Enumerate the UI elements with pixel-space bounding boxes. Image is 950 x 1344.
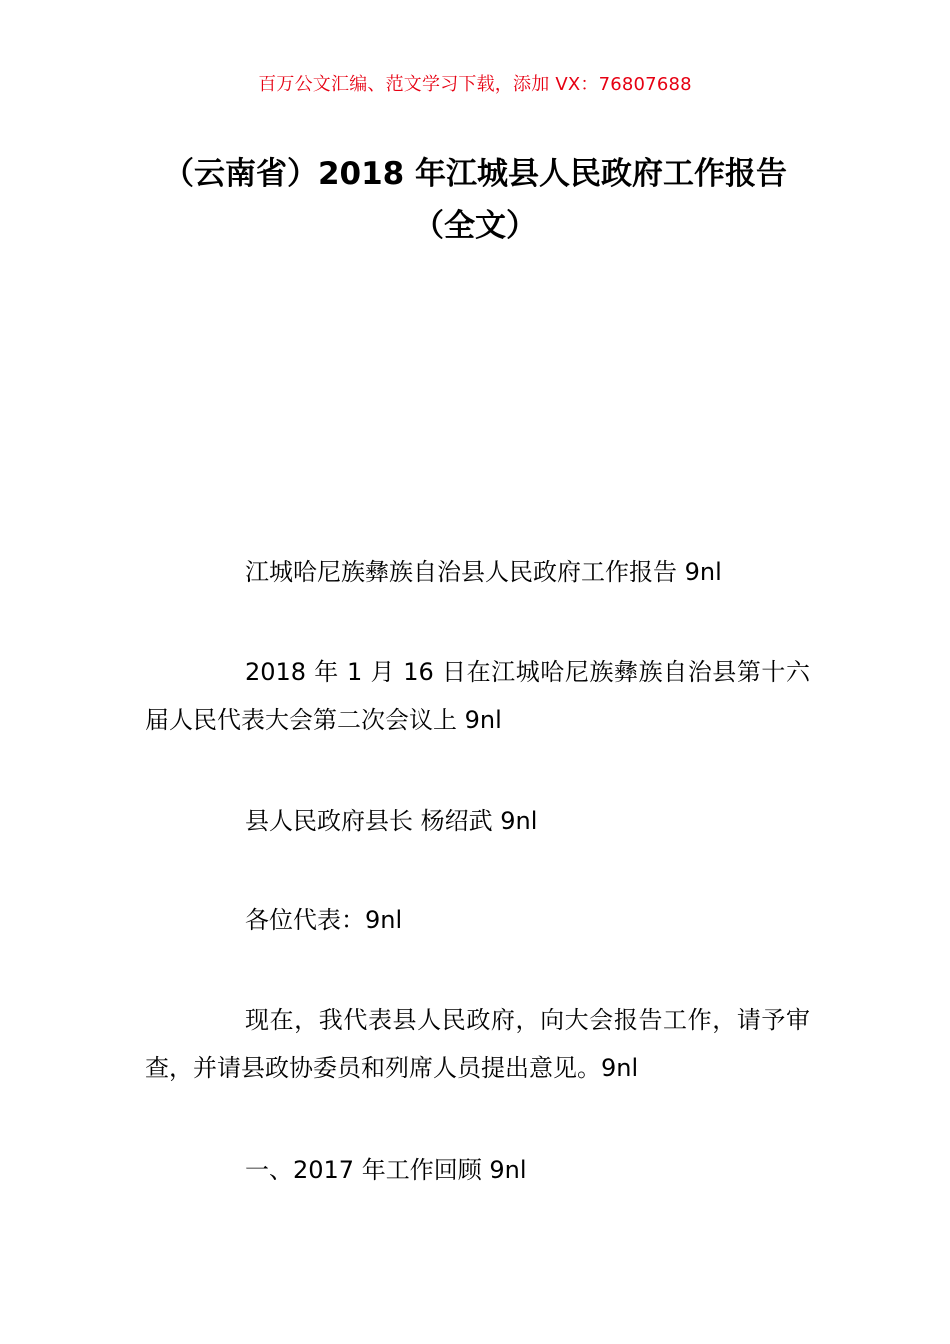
paragraph-meeting-date: 2018 年 1 月 16 日在江城哈尼族彝族自治县第十六届人民代表大会第二次会议上 9nl bbox=[145, 658, 810, 734]
document-title: （云南省）2018 年江城县人民政府工作报告（全文） bbox=[162, 156, 788, 244]
paragraph-report-name: 江城哈尼族彝族自治县人民政府工作报告 9nl bbox=[245, 558, 722, 586]
paragraph-opening: 现在，我代表县人民政府，向大会报告工作，请予审查，并请县政协委员和列席人员提出意见。9nl bbox=[145, 1006, 810, 1082]
watermark-text: 百万公文汇编、范文学习下载，添加 VX：76807688 bbox=[258, 74, 692, 95]
paragraph-salutation: 各位代表：9nl bbox=[245, 906, 403, 934]
paragraph-speaker: 县人民政府县长 杨绍武 9nl bbox=[245, 807, 538, 835]
section-heading-review: 一、2017 年工作回顾 9nl bbox=[245, 1156, 527, 1184]
